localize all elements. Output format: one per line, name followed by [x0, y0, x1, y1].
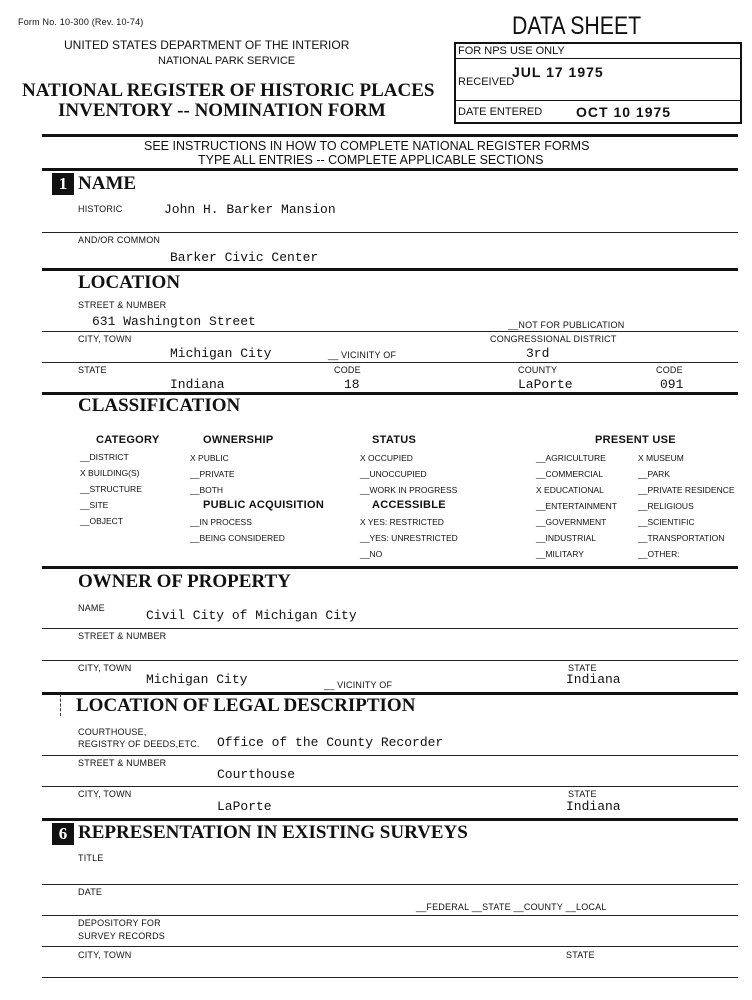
legal-state-label: STATE	[568, 789, 597, 799]
use-option: __COMMERCIAL	[536, 469, 604, 479]
use-option: __PARK	[638, 469, 670, 479]
category-option: __SITE	[80, 500, 109, 510]
depository-label-2: SURVEY RECORDS	[78, 931, 165, 941]
county-code-value: 091	[660, 377, 684, 392]
vicinity-label: __ VICINITY OF	[328, 350, 397, 360]
status-option: __UNOCCUPIED	[360, 469, 427, 479]
city-label: CITY, TOWN	[78, 334, 132, 344]
category-option: __DISTRICT	[80, 452, 129, 462]
code-label: CODE	[334, 365, 361, 375]
ownership-option: __BOTH	[190, 485, 224, 495]
accessible-option: X YES: RESTRICTED	[360, 517, 444, 527]
ownership-option: __PRIVATE	[190, 469, 235, 479]
county-code-label: CODE	[656, 365, 683, 375]
status-header: STATUS	[372, 434, 417, 446]
use-option: X MUSEUM	[638, 453, 684, 463]
street-value: 631 Washington Street	[92, 314, 256, 329]
use-option: X EDUCATIONAL	[536, 485, 604, 495]
owner-state: Indiana	[566, 672, 621, 687]
city-value: Michigan City	[170, 346, 272, 361]
instructions-line2: TYPE ALL ENTRIES -- COMPLETE APPLICABLE SECTIONS	[198, 153, 544, 167]
owner-street-label: STREET & NUMBER	[78, 631, 167, 641]
state-label: STATE	[78, 365, 107, 375]
section-surveys-title: REPRESENTATION IN EXISTING SURVEYS	[78, 822, 468, 843]
use-option: __RELIGIOUS	[638, 501, 694, 511]
section-classification-title: CLASSIFICATION	[78, 395, 241, 416]
owner-state-label: STATE	[568, 663, 597, 673]
congressional-label: CONGRESSIONAL DISTRICT	[490, 334, 617, 344]
legal-city-label: CITY, TOWN	[78, 789, 132, 799]
use-option: __INDUSTRIAL	[536, 533, 596, 543]
category-header: CATEGORY	[96, 434, 160, 446]
owner-name-label: NAME	[78, 603, 105, 613]
use-option: __OTHER:	[638, 549, 680, 559]
congressional-value: 3rd	[526, 346, 550, 361]
use-option: __TRANSPORTATION	[638, 533, 725, 543]
acquisition-option: __IN PROCESS	[190, 517, 252, 527]
county-label: COUNTY	[518, 365, 558, 375]
survey-date-label: DATE	[78, 887, 103, 897]
state-value: Indiana	[170, 377, 225, 392]
use-option: __PRIVATE RESIDENCE	[638, 485, 735, 495]
category-option: __STRUCTURE	[80, 484, 142, 494]
survey-levels: __FEDERAL __STATE __COUNTY __LOCAL	[416, 902, 607, 912]
public-acquisition-header: PUBLIC ACQUISITION	[203, 499, 325, 511]
category-option: X BUILDING(S)	[80, 468, 140, 478]
survey-title-label: TITLE	[78, 853, 104, 863]
section-location-title: LOCATION	[78, 272, 181, 293]
common-name-label: AND/OR COMMON	[78, 235, 161, 245]
acquisition-option: __BEING CONSIDERED	[190, 533, 285, 543]
owner-city: Michigan City	[146, 672, 248, 687]
depository-label-1: DEPOSITORY FOR	[78, 918, 161, 928]
legal-city: LaPorte	[217, 799, 272, 814]
ownership-header: OWNERSHIP	[203, 434, 274, 446]
data-sheet-title: DATA SHEET	[512, 12, 642, 40]
received-label: RECEIVED	[458, 76, 515, 88]
street-label: STREET & NUMBER	[78, 300, 167, 310]
status-option: X OCCUPIED	[360, 453, 413, 463]
department-name: UNITED STATES DEPARTMENT OF THE INTERIOR	[64, 38, 350, 52]
use-option: __GOVERNMENT	[536, 517, 607, 527]
historic-name: John H. Barker Mansion	[164, 202, 336, 217]
legal-street-label: STREET & NUMBER	[78, 758, 167, 768]
form-title-line2: INVENTORY -- NOMINATION FORM	[58, 100, 386, 121]
code-value: 18	[344, 377, 360, 392]
use-option: __AGRICULTURE	[536, 453, 606, 463]
section-legal-title: LOCATION OF LEGAL DESCRIPTION	[76, 695, 416, 716]
courthouse-value: Office of the County Recorder	[217, 735, 444, 750]
section-number-1: 1	[52, 173, 74, 195]
instructions-line1: SEE INSTRUCTIONS IN HOW TO COMPLETE NATIONAL REGISTER FORMS	[144, 139, 590, 153]
header-divider	[42, 134, 738, 137]
historic-label: HISTORIC	[78, 204, 123, 214]
form-title-line1: NATIONAL REGISTER OF HISTORIC PLACES	[22, 80, 435, 101]
not-for-publication: __NOT FOR PUBLICATION	[508, 320, 625, 330]
form-number: Form No. 10-300 (Rev. 10-74)	[18, 17, 144, 27]
survey-state-label: STATE	[566, 950, 595, 960]
registry-label: REGISTRY OF DEEDS,ETC.	[78, 739, 200, 749]
owner-name: Civil City of Michigan City	[146, 608, 357, 623]
accessible-option: __YES: UNRESTRICTED	[360, 533, 458, 543]
county-value: LaPorte	[518, 377, 573, 392]
survey-city-label: CITY, TOWN	[78, 950, 132, 960]
category-option: __OBJECT	[80, 516, 123, 526]
owner-vicinity-label: __ VICINITY OF	[324, 680, 393, 690]
present-use-header: PRESENT USE	[595, 434, 676, 446]
nps-use-box	[454, 42, 742, 124]
status-option: __WORK IN PROGRESS	[360, 485, 458, 495]
section-owner-title: OWNER OF PROPERTY	[78, 571, 291, 592]
accessible-option: __NO	[360, 549, 383, 559]
legal-street: Courthouse	[217, 767, 296, 782]
accessible-header: ACCESSIBLE	[372, 499, 446, 511]
service-name: NATIONAL PARK SERVICE	[158, 55, 296, 67]
ownership-option: X PUBLIC	[190, 453, 229, 463]
date-entered-label: DATE ENTERED	[458, 106, 543, 118]
date-entered-stamp: OCT 10 1975	[576, 104, 672, 120]
use-option: __SCIENTIFIC	[638, 517, 695, 527]
received-stamp: JUL 17 1975	[512, 64, 604, 80]
nps-use-label: FOR NPS USE ONLY	[458, 45, 565, 57]
common-name: Barker Civic Center	[170, 250, 319, 265]
courthouse-label: COURTHOUSE,	[78, 727, 147, 737]
section-number-6: 6	[52, 823, 74, 845]
legal-state: Indiana	[566, 799, 621, 814]
owner-city-label: CITY, TOWN	[78, 663, 132, 673]
use-option: __MILITARY	[536, 549, 584, 559]
section-name-title: NAME	[78, 173, 137, 194]
use-option: __ENTERTAINMENT	[536, 501, 617, 511]
